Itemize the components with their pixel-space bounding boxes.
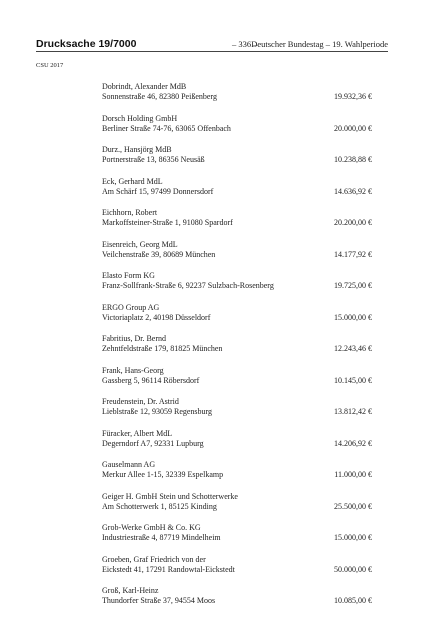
donor-entry — [102, 397, 372, 429]
donor-entry — [102, 303, 372, 335]
donor-name: Groeben, Graf Friedrich von der — [102, 554, 206, 564]
donor-name: Groß, Karl-Heinz — [102, 586, 159, 595]
donor-name: ERGO Group AG — [102, 302, 160, 312]
donor-entry — [102, 145, 372, 177]
section-label: CSU 2017 — [36, 62, 64, 69]
donor-name: Dobrindt, Alexander MdB — [102, 82, 187, 91]
donor-address: Veilchenstraße 39, 80689 München — [102, 249, 216, 259]
donor-address: Portnerstraße 13, 86356 Neusäß — [102, 155, 205, 164]
donor-entry — [102, 334, 372, 366]
donation-amount: 25.500,00 € — [334, 501, 372, 511]
donation-amount: 11.000,00 € — [334, 470, 372, 479]
donor-address: Thundorfer Straße 37, 94554 Moos — [102, 596, 216, 605]
page-number: – 336 – — [232, 39, 258, 49]
donor-name: Grob-Werke GmbH & Co. KG — [102, 523, 201, 532]
donor-address: Am Schärf 15, 97499 Donnersdorf — [102, 186, 214, 196]
donor-entry — [102, 555, 372, 587]
donor-name: Fabritius, Dr. Bernd — [102, 334, 166, 343]
donor-address: Franz-Sollfrank-Straße 6, 92237 Sulzbach-Rosenberg — [102, 281, 274, 290]
donor-name: Elasto Form KG — [102, 271, 155, 280]
donation-amount: 13.812,42 € — [334, 407, 372, 416]
donor-entry — [102, 429, 372, 461]
donor-entry — [102, 523, 372, 555]
donor-entry — [102, 208, 372, 240]
donor-address: Victoriaplatz 2, 40198 Düsseldorf — [102, 312, 211, 322]
donor-address: Berliner Straße 74-76, 63065 Offenbach — [102, 123, 231, 133]
page-header — [36, 38, 388, 52]
donor-name: Eichhorn, Robert — [102, 208, 158, 217]
header-rule — [36, 51, 388, 52]
donor-entry — [102, 492, 372, 524]
donor-address: Am Schotterwerk 1, 85125 Kinding — [102, 501, 217, 511]
legislative-period: Deutscher Bundestag – 19. Wahlperiode — [251, 39, 388, 49]
donor-entry — [102, 366, 372, 398]
donation-amount: 15.000,00 € — [334, 312, 372, 322]
donor-address: Degerndorf A7, 92331 Lupburg — [102, 438, 204, 448]
donor-address: Merkur Allee 1-15, 32339 Espelkamp — [102, 470, 224, 479]
donor-address: Zehntfeldstraße 179, 81825 München — [102, 344, 223, 353]
donor-entry — [102, 240, 372, 272]
donor-address: Eickstedt 41, 17291 Randowtal-Eickstedt — [102, 564, 235, 574]
doc-number: 7000 — [113, 38, 137, 50]
donor-name: Dorsch Holding GmbH — [102, 113, 178, 123]
donor-list — [102, 82, 372, 618]
donor-entry — [102, 271, 372, 303]
donor-entry — [102, 177, 372, 209]
donation-amount: 10.085,00 € — [334, 596, 372, 605]
donor-address: Markoffsteiner-Straße 1, 91080 Spardorf — [102, 218, 233, 227]
donation-amount: 20.000,00 € — [334, 123, 372, 133]
donor-entry — [102, 586, 372, 618]
donor-entry — [102, 460, 372, 492]
donation-amount: 19.932,36 € — [334, 92, 372, 101]
donor-name: Gauselmann AG — [102, 460, 156, 469]
donation-amount: 19.725,00 € — [334, 281, 372, 290]
donor-address: Industriestraße 4, 87719 Mindelheim — [102, 533, 221, 542]
donor-name: Eisenreich, Georg MdL — [102, 239, 178, 249]
donor-entry — [102, 82, 372, 114]
donor-address: Lieblstraße 12, 93059 Regensburg — [102, 407, 213, 416]
donor-name: Eck, Gerhard MdL — [102, 176, 163, 186]
document-number — [36, 38, 136, 50]
donor-address: Sonnenstraße 46, 82380 Peißenberg — [102, 92, 217, 101]
donor-name: Durz., Hansjörg MdB — [102, 145, 172, 154]
donation-amount: 10.238,88 € — [334, 155, 372, 164]
doc-prefix: Drucksache 19/ — [36, 38, 114, 50]
donation-amount: 20.200,00 € — [334, 218, 372, 227]
donation-amount: 14.177,92 € — [334, 249, 372, 259]
donor-name: Frank, Hans-Georg — [102, 365, 164, 375]
donation-amount: 50.000,00 € — [334, 564, 372, 574]
donation-amount: 12.243,46 € — [334, 344, 372, 353]
donor-name: Freudenstein, Dr. Astrid — [102, 397, 179, 406]
donor-name: Geiger H. GmbH Stein und Schotterwerke — [102, 491, 238, 501]
donation-amount: 15.000,00 € — [334, 533, 372, 542]
donation-amount: 14.206,92 € — [334, 438, 372, 448]
donor-name: Füracker, Albert MdL — [102, 428, 173, 438]
donor-entry — [102, 114, 372, 146]
donation-amount: 10.145,00 € — [334, 375, 372, 385]
donor-address: Gassberg 5, 96114 Röbersdorf — [102, 375, 200, 385]
donation-amount: 14.636,92 € — [334, 186, 372, 196]
